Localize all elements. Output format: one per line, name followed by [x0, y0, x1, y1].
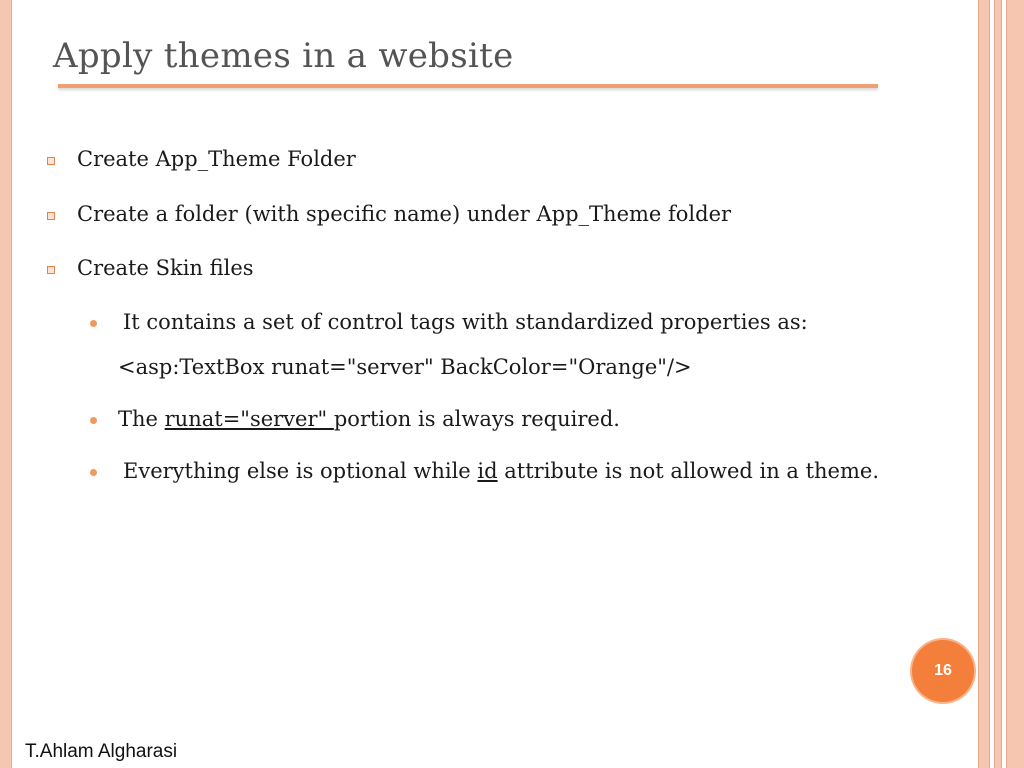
square-bullet-icon: [47, 266, 55, 274]
square-bullet-icon: [47, 212, 55, 220]
right-frame-stripe: [994, 0, 1002, 768]
sub-bullet-item: It contains a set of control tags with standardized properties as:: [123, 310, 808, 334]
right-frame-stripe: [978, 0, 990, 768]
bullet-item: Create Skin files: [77, 256, 254, 280]
sub-bullet-item: [123, 459, 879, 483]
bullet-item: Create App_Theme Folder: [77, 147, 356, 171]
right-frame-stripe: [1006, 0, 1024, 768]
dot-bullet-icon: [90, 417, 97, 424]
underlined-term: id: [477, 459, 498, 483]
square-bullet-icon: [47, 157, 55, 165]
sub-bullet-text: The: [118, 407, 165, 431]
code-sample: <asp:TextBox runat="server" BackColor="Orange"/>: [118, 355, 692, 379]
underlined-term: runat="server": [164, 407, 334, 431]
sub-bullet-text: attribute is not allowed in a theme.: [497, 459, 880, 483]
sub-bullet-item: [118, 407, 620, 431]
dot-bullet-icon: [90, 320, 97, 327]
slide-title: Apply themes in a website: [53, 36, 514, 76]
bullet-item: Create a folder (with specific name) under App_Theme folder: [77, 202, 732, 226]
page-number-badge: 16: [912, 640, 974, 702]
sub-bullet-text: Everything else is optional while: [123, 459, 478, 483]
sub-bullet-text: portion is always required.: [333, 407, 620, 431]
author-footer: T.Ahlam Algharasi: [25, 741, 178, 762]
dot-bullet-icon: [90, 469, 97, 476]
